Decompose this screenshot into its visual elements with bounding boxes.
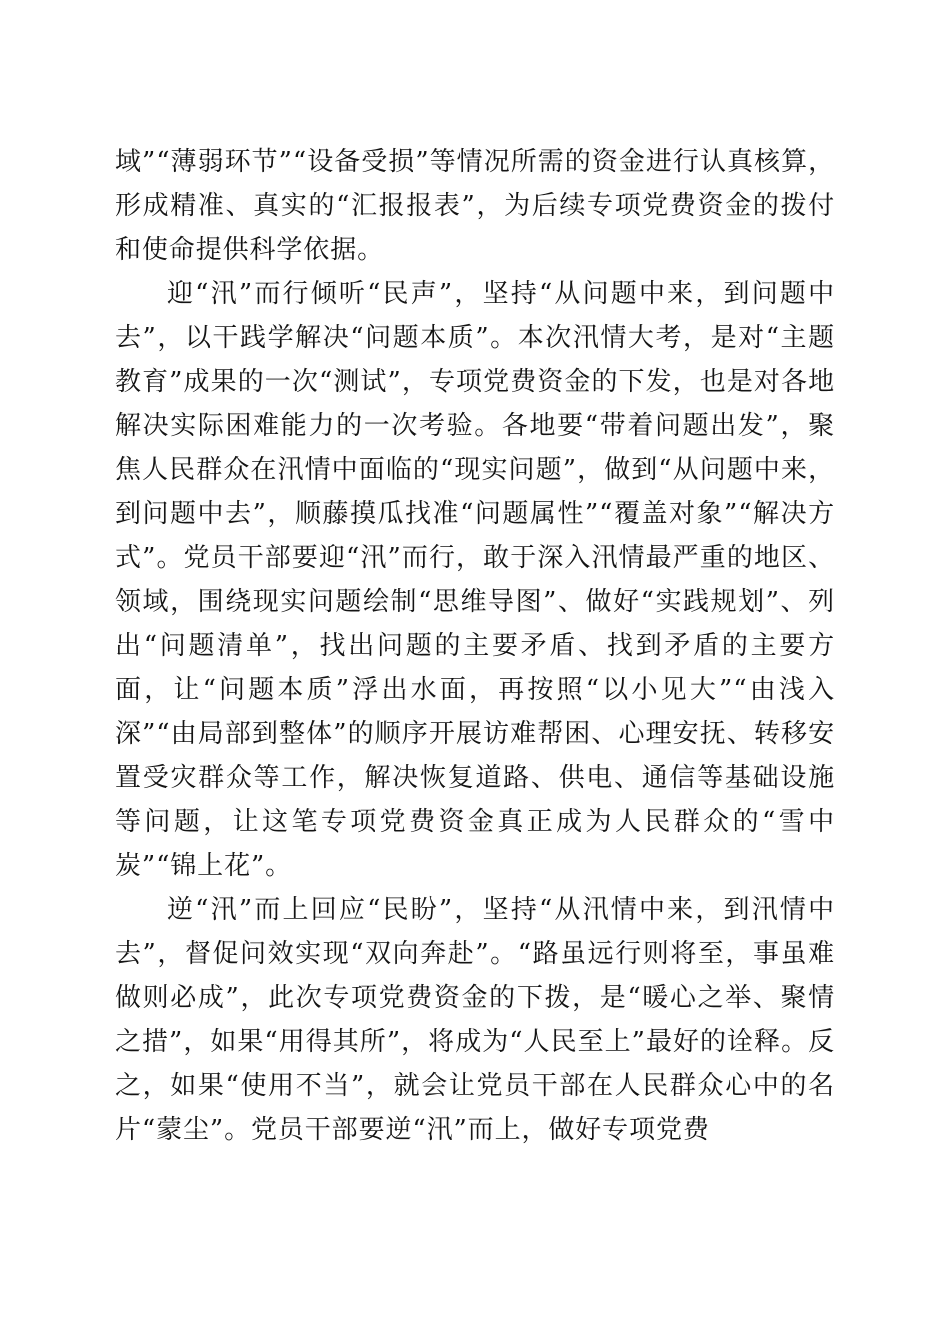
- paragraph-continuation: 域”“薄弱环节”“设备受损”等情况所需的资金进行认真核算，形成精准、真实的“汇报报表”，为后续专项党费资金的拨付和使命提供科学依据。: [115, 147, 835, 265]
- document-body: [115, 140, 835, 1152]
- paragraph-ni-xun: 逆“汛”而上回应“民盼”，坚持“从汛情中来，到汛情中去”，督促问效实现“双向奔赴”。“路虽远行则将至，事虽难做则必成”，此次专项党费资金的下拨，是“暖心之举、聚情之措”，如果“用得其所”，将成为“人民至上”最好的诠释。反之，如果“使用不当”，就会让党员干部在人民群众心中的名片“蒙尘”。党员干部要逆“汛”而上，做好专项党费: [115, 895, 835, 1145]
- paragraph-ying-xun: 迎“汛”而行倾听“民声”，坚持“从问题中来，到问题中去”，以干践学解决“问题本质”。本次汛情大考，是对“主题教育”成果的一次“测试”，专项党费资金的下发，也是对各地解决实际困难能力的一次考验。各地要“带着问题出发”，聚焦人民群众在汛情中面临的“现实问题”，做到“从问题中来，到问题中去”，顺藤摸瓜找准“问题属性”“覆盖对象”“解决方式”。党员干部要迎“汛”而行，敢于深入汛情最严重的地区、领域，围绕现实问题绘制“思维导图”、做好“实践规划”、列出“问题清单”，找出问题的主要矛盾、找到矛盾的主要方面，让“问题本质”浮出水面，再按照“以小见大”“由浅入深”“由局部到整体”的顺序开展访难帮困、心理安抚、转移安置受灾群众等工作，解决恢复道路、供电、通信等基础设施等问题，让这笔专项党费资金真正成为人民群众的“雪中炭”“锦上花”。: [115, 279, 835, 881]
